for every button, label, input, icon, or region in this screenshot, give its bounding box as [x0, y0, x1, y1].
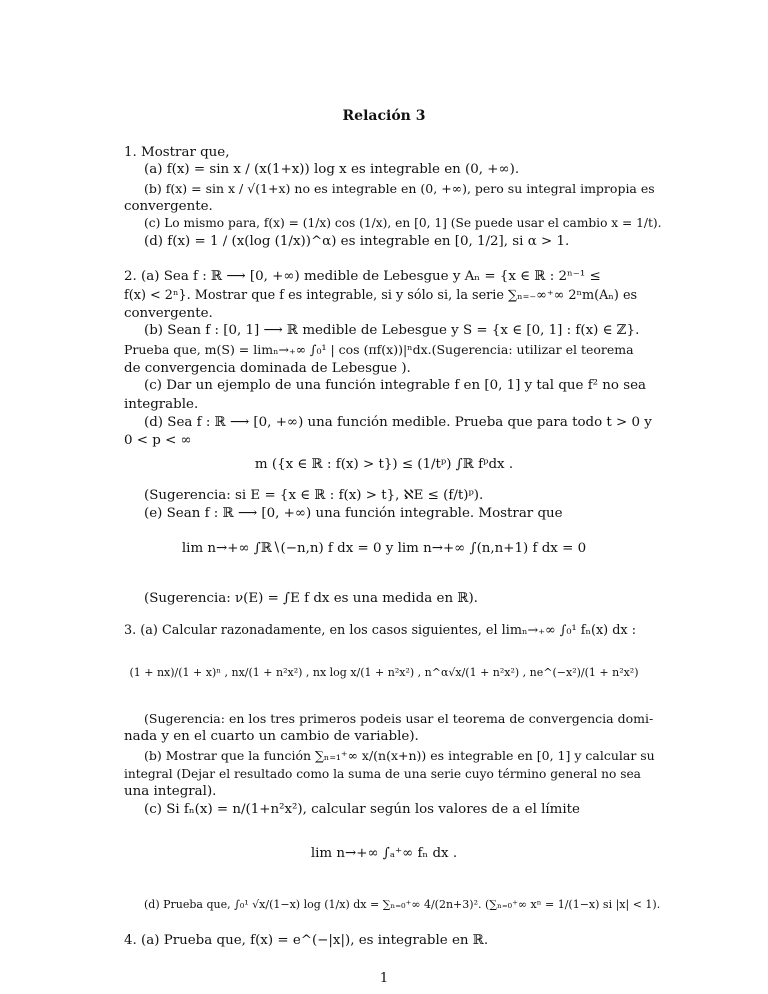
problem-3c: (c) Si fₙ(x) = n/(1+n²x²), calcular según los valores de a el límite: [144, 802, 580, 817]
problem-3a-hint-cont: nada y en el cuarto un cambio de variable).: [124, 729, 419, 744]
problem-2e-hint: (Sugerencia: ν(E) = ∫E f dx es una medida en ℝ).: [144, 591, 478, 606]
problem-3a-hint: (Sugerencia: en los tres primeros podeis usar el teorema de convergencia domi-: [144, 711, 654, 726]
problem-1b: (b) f(x) = sin x / √(1+x) no es integrable en (0, +∞), pero su integral impropia es: [144, 181, 655, 196]
equation-markov: m ({x ∈ ℝ : f(x) > t}) ≤ (1/tᵖ) ∫ℝ fᵖdx .: [254, 457, 514, 472]
page-number: 1: [379, 971, 389, 986]
problem-2a: 2. (a) Sea f : ℝ ⟶ [0, +∞) medible de Lebesgue y Aₙ = {x ∈ ℝ : 2ⁿ⁻¹ ≤: [124, 269, 601, 284]
page-title: Relación 3: [342, 108, 426, 124]
problem-4a: 4. (a) Prueba que, f(x) = e^(−|x|), es integrable en ℝ.: [124, 933, 489, 948]
problem-3d: (d) Prueba que, ∫₀¹ √x/(1−x) log (1/x) dx = ∑ₙ₌₀⁺∞ 4/(2n+3)². (∑ₙ₌₀⁺∞ xⁿ = 1/(1−x) si |x| < 1).: [144, 898, 661, 911]
problem-1b-cont: convergente.: [124, 199, 213, 214]
problem-2d-hint: (Sugerencia: si E = {x ∈ ℝ : f(x) > t}, ℵE ≤ (f/t)ᵖ).: [144, 488, 484, 503]
problem-1a: (a) f(x) = sin x / (x(1+x)) log x es integrable en (0, +∞).: [144, 162, 520, 177]
equation-limits: lim n→+∞ ∫ℝ∖(−n,n) f dx = 0 y lim n→+∞ ∫(n,n+1) f dx = 0: [181, 541, 587, 556]
problem-2b-cont: Prueba que, m(S) = limₙ→₊∞ ∫₀¹ | cos (πf(x))|ⁿdx.(Sugerencia: utilizar el teorema: [124, 342, 634, 357]
problem-2b: (b) Sean f : [0, 1] ⟶ ℝ medible de Lebesgue y S = {x ∈ [0, 1] : f(x) ∈ ℤ}.: [144, 323, 640, 338]
problem-3a: 3. (a) Calcular razonadamente, en los casos siguientes, el limₙ→₊∞ ∫₀¹ fₙ(x) dx :: [124, 623, 637, 638]
equation-cases: (1 + nx)/(1 + x)ⁿ , nx/(1 + n²x²) , nx log x/(1 + n²x²) , n^α√x/(1 + n²x²) , ne^(−x²)/(1 + n²x²): [129, 666, 639, 679]
problem-2c-cont: integrable.: [124, 397, 199, 412]
problem-2c: (c) Dar un ejemplo de una función integrable f en [0, 1] y tal que f² no sea: [144, 378, 647, 393]
problem-1-heading: 1. Mostrar que,: [124, 145, 230, 160]
problem-2a-cont2: convergente.: [124, 306, 213, 321]
problem-2d-cont: 0 < p < ∞: [124, 433, 192, 448]
problem-2b-cont2: de convergencia dominada de Lebesgue ).: [124, 361, 411, 376]
problem-3b: (b) Mostrar que la función ∑ₙ₌₁⁺∞ x/(n(x+n)) es integrable en [0, 1] y calcular su: [144, 748, 655, 763]
problem-2d: (d) Sea f : ℝ ⟶ [0, +∞) una función medible. Prueba que para todo t > 0 y: [144, 415, 652, 430]
equation-limit-a: lim n→+∞ ∫ₐ⁺∞ fₙ dx .: [310, 846, 458, 861]
problem-1c: (c) Lo mismo para, f(x) = (1/x) cos (1/x), en [0, 1] (Se puede usar el cambio x = 1/t).: [144, 216, 662, 230]
problem-3b-cont2: una integral).: [124, 784, 217, 799]
problem-1d: (d) f(x) = 1 / (x(log (1/x))^α) es integrable en [0, 1/2], si α > 1.: [144, 234, 570, 249]
problem-3b-cont: integral (Dejar el resultado como la suma de una serie cuyo término general no sea: [124, 767, 641, 781]
problem-2a-cont: f(x) < 2ⁿ}. Mostrar que f es integrable, si y sólo si, la serie ∑ₙ₌₋∞⁺∞ 2ⁿm(Aₙ) es: [124, 288, 638, 303]
problem-2e: (e) Sean f : ℝ ⟶ [0, +∞) una función integrable. Mostrar que: [144, 506, 563, 521]
